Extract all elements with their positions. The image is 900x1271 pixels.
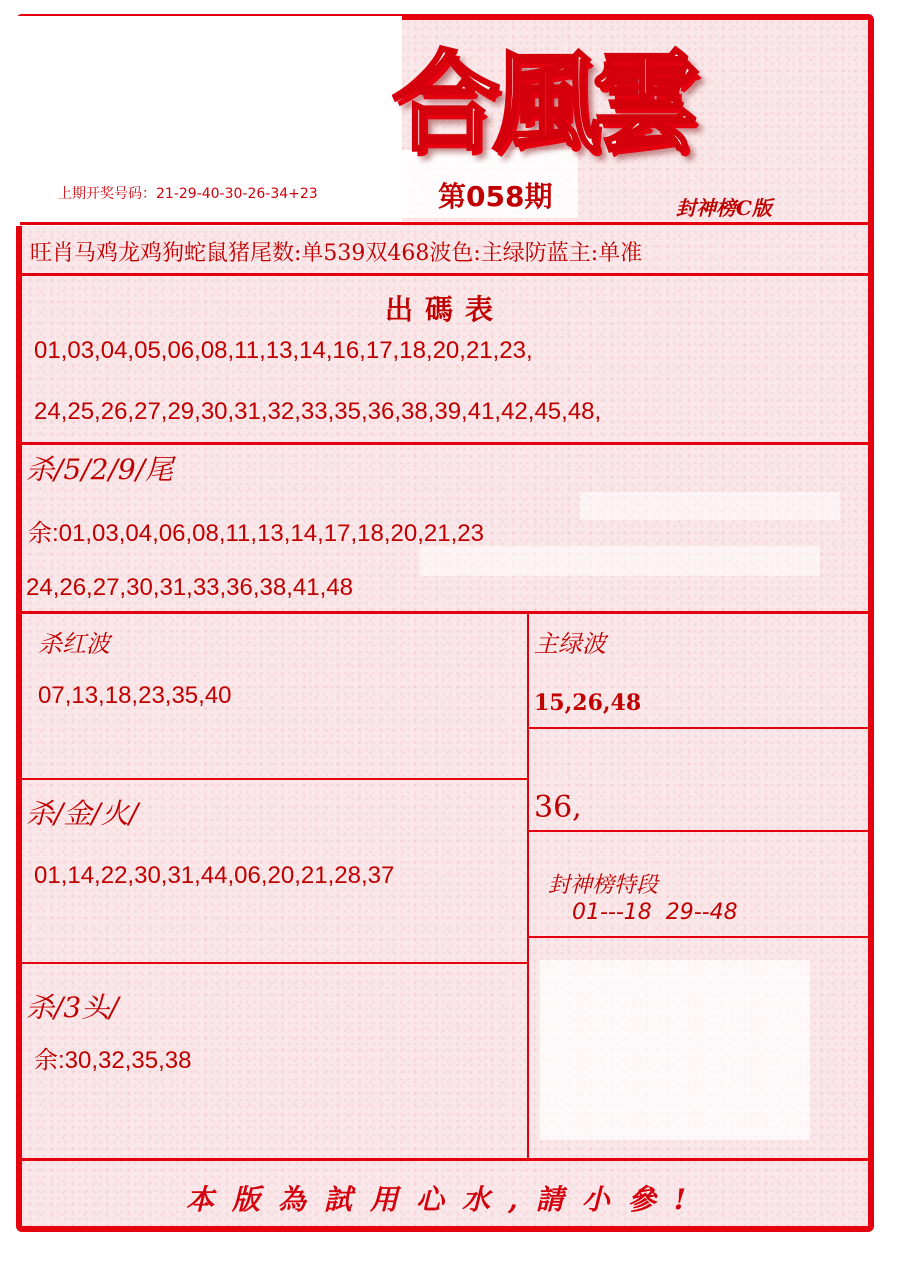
rule-under-kill-tail [20,611,868,614]
edition-label: 封神榜C版 [676,196,772,220]
kill-gold-fire-title: 杀/金/火/ [26,797,139,830]
rule-right-3 [528,936,868,938]
rule-right-2 [528,830,868,832]
special-range-values: 01---18 29--48 [572,900,738,925]
logo-title: 合風雲 [392,40,693,166]
kill-heads-numbers: 余:30,32,35,38 [34,1047,192,1074]
kill-tail-blank-strip-2 [420,546,820,576]
rule-above-footer [20,1158,868,1161]
previous-draw-numbers: 上期开奖号码：21-29-40-30-26-34+23 [58,186,318,202]
kill-tail-blank-strip-1 [580,492,840,520]
kill-tail-line-2: 24,26,27,30,31,33,36,38,41,48 [26,574,353,601]
main-green-numbers: 15,26,48 [534,690,642,716]
single-pick-number: 36, [534,790,582,825]
kill-tail-title: 杀/5/2/9/尾 [26,453,174,486]
numbers-table-line-2: 24,25,26,27,29,30,31,32,33,35,36,38,39,41,42,45,48, [34,398,602,425]
kill-gold-fire-numbers: 01,14,22,30,31,44,06,20,21,28,37 [34,862,395,889]
rule-left-2 [20,962,528,964]
rule-right-1 [528,727,868,729]
footer-note: 本版為試用心水,請小參! [185,1183,705,1216]
numbers-table-line-1: 01,03,04,05,06,08,11,13,14,16,17,18,20,21,23, [34,337,533,364]
info-line: 旺肖马鸡龙鸡狗蛇鼠猪尾数:单539双468波色:主绿防蓝主:单准 [30,241,643,266]
special-range-title: 封神榜特段 [548,873,659,898]
kill-red-title: 杀红波 [38,630,110,658]
kill-tail-line-1: 余:01,03,04,06,08,11,13,14,17,18,20,21,23 [28,520,484,547]
rule-left-1 [20,778,528,780]
center-divider [527,613,529,1159]
rule-under-info [20,273,868,276]
numbers-table-title: 出碼表 [384,293,505,326]
main-green-title: 主绿波 [534,630,606,658]
kill-red-numbers: 07,13,18,23,35,40 [38,682,232,709]
rule-under-numbers-table [20,442,868,445]
bottom-right-blank-panel [540,960,810,1140]
issue-number: 第058期 [438,180,553,213]
kill-heads-title: 杀/3头/ [26,991,119,1024]
rule-under-header [20,222,868,225]
